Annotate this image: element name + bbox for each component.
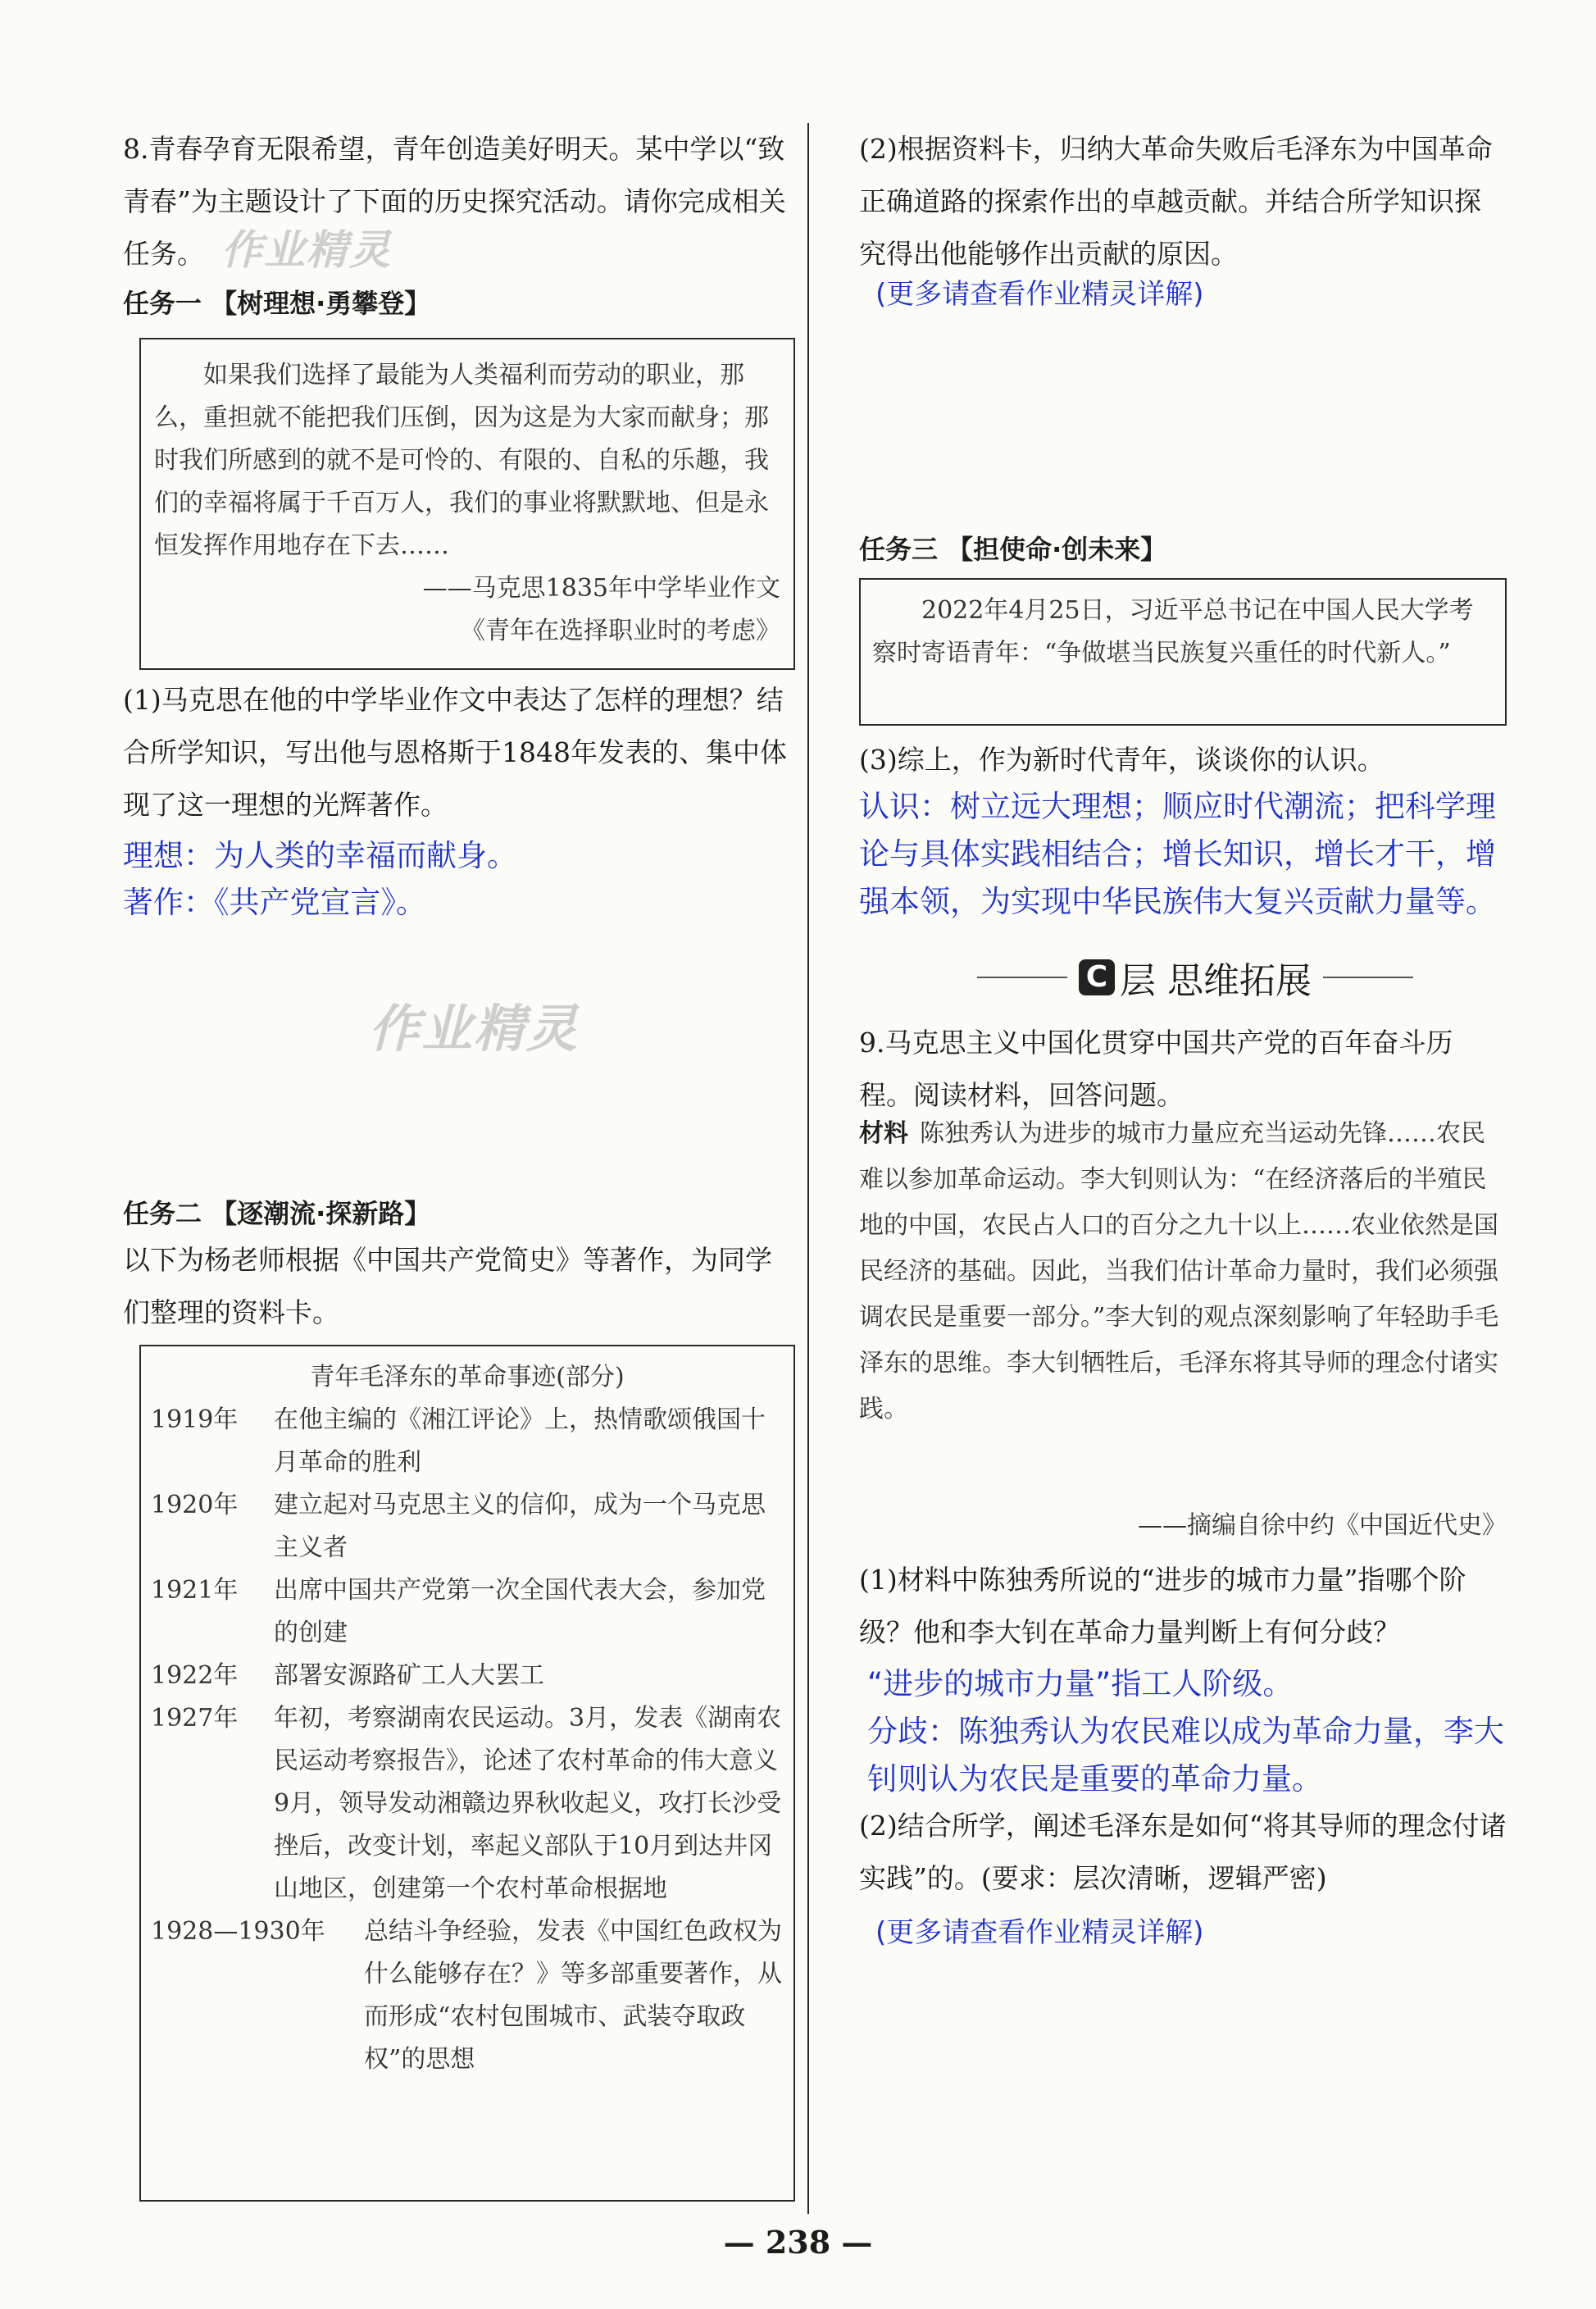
timeline-row — [151, 1569, 784, 1655]
task1-question: (1)马克思在他的中学毕业作文中表达了怎样的理想？结合所学知识，写出他与恩格斯于1848年发表的、集中体现了这一理想的光辉著作。 — [123, 684, 787, 821]
q9-question-2: (2)结合所学，阐述毛泽东是如何“将其导师的理念付诸实践”的。(要求：层次清晰，逻辑严密) — [859, 1810, 1507, 1894]
q8-stem: 8.青春孕育无限希望，青年创造美好明天。某中学以“致青春”为主题设计了下面的历史探究活动。请你完成相关任务。 — [123, 133, 786, 270]
timeline-row — [151, 1484, 784, 1569]
task1-title: 任务一 【树理想·勇攀登】 — [123, 288, 431, 319]
q9-answer-1b: 分歧：陈独秀认为农民难以成为革命力量，李大钊则认为农民是重要的革命力量。 — [867, 1714, 1504, 1797]
task2-intro: 以下为杨老师根据《中国共产党简史》等著作，为同学们整理的资料卡。 — [123, 1244, 772, 1328]
task3-quote: 2022年4月25日，习近平总书记在中国人民大学考察时寄语青年：“争做堪当民族复兴重任的时代新人。” — [872, 596, 1474, 667]
timeline-event: 出席中国共产党第一次全国代表大会，参加党的创建 — [274, 1576, 766, 1647]
material-text: 陈独秀认为进步的城市力量应充当运动先锋……农民难以参加革命运动。李大钊则认为：“在经济落后的半殖民地的中国，农民占人口的百分之九十以上……农业依然是国民经济的基础。因此，当我们估计革命力量时，我们必须强调农民是重要一部分。”李大钊的观点深刻影响了年轻助手毛泽东的思维。李大钊牺牲后，毛泽东将其导师的理念付诸实践。 — [859, 1119, 1499, 1423]
timeline-event: 9月，领导发动湘赣边界秋收起义，攻打长沙受挫后，改变计划，率起义部队于10月到达井冈山地区，创建第一个农村革命根据地 — [274, 1789, 782, 1903]
task3-title: 任务三 【担使命·创未来】 — [859, 534, 1167, 565]
task1-source-author: ——马克思1835年中学毕业作文 — [422, 574, 780, 603]
task3-quote-box — [859, 578, 1507, 726]
column-divider — [807, 123, 809, 2214]
task2-title: 任务二 【逐潮流·探新路】 — [123, 1198, 431, 1229]
q9-question-1: (1)材料中陈独秀所说的“进步的城市力量”指哪个阶级？他和李大钊在革命力量判断上有何分歧？ — [859, 1564, 1466, 1648]
q9-stem: 9.马克思主义中国化贯穿中国共产党的百年奋斗历程。阅读材料，回答问题。 — [859, 1027, 1453, 1111]
timeline-event: 在他主编的《湘江评论》上，热情歌颂俄国十月革命的胜利 — [274, 1405, 766, 1477]
timeline-row — [151, 1783, 784, 1911]
card-title: 青年毛泽东的革命事迹(部分) — [310, 1363, 625, 1391]
section-rule-right — [1323, 977, 1413, 978]
q9-material — [859, 1111, 1507, 1432]
task3-question: (3)综上，作为新时代青年，谈谈你的认识。 — [859, 744, 1385, 776]
task1-quote: 如果我们选择了最能为人类福利而劳动的职业，那么，重担就不能把我们压倒，因为这是为大家而献身；那时我们所感到的就不是可怜的、有限的、自私的乐趣，我们的幸福将属于千百万人，我们的事业将默默地、但是永恒发挥作用地存在下去…… — [154, 361, 769, 560]
section-c-label: 层 思维拓展 — [1120, 960, 1312, 1002]
level-c-badge: C — [1079, 959, 1115, 995]
q9-source: ——摘编自徐中约《中国近代史》 — [1138, 1511, 1507, 1540]
timeline-year: 1928—1930年 — [151, 1917, 325, 1946]
material-label: 材料 — [859, 1119, 908, 1148]
task1-source-title: 《青年在选择职业时的考虑》 — [461, 617, 780, 645]
task3-answer: 认识：树立远大理想；顺应时代潮流；把科学理论与具体实践相结合；增长知识，增长才干，增强本领，为实现中华民族伟大复兴贡献力量等。 — [859, 789, 1496, 919]
timeline-event: 年初，考察湖南农民运动。3月，发表《湖南农民运动考察报告》，论述了农村革命的伟大意义 — [274, 1704, 782, 1775]
timeline-year: 1922年 — [151, 1661, 239, 1690]
timeline-year: 1927年 — [151, 1704, 239, 1733]
watermark-top: 作业精灵 — [221, 226, 392, 274]
timeline-row — [151, 1697, 784, 1783]
section-c-header — [966, 951, 1425, 1004]
timeline-row — [151, 1399, 784, 1484]
task1-answer-work: 著作：《共产党宣言》。 — [123, 885, 426, 920]
task2-answer: (更多请查看作业精灵详解) — [875, 278, 1204, 311]
timeline-row — [151, 1911, 784, 2081]
timeline-event: 部署安源路矿工人大罢工 — [274, 1661, 544, 1690]
task2-question: (2)根据资料卡，归纳大革命失败后毛泽东为中国革命正确道路的探索作出的卓越贡献。并结合所学知识探究得出他能够作出贡献的原因。 — [859, 133, 1493, 270]
timeline-year — [151, 1783, 274, 1911]
watermark-middle: 作业精灵 — [369, 999, 580, 1059]
timeline-year: 1921年 — [151, 1576, 239, 1605]
timeline-event: 建立起对马克思主义的信仰，成为一个马克思主义者 — [274, 1491, 766, 1562]
q9-answer-1a: “进步的城市力量”指工人阶级。 — [867, 1666, 1294, 1701]
timeline-event: 总结斗争经验，发表《中国红色政权为什么能够存在？》等多部重要著作，从而形成“农村包围城市、武装夺取政权”的思想 — [364, 1917, 782, 2074]
resource-card — [139, 1345, 795, 2202]
page-number: — 238 — — [723, 2224, 873, 2261]
timeline-year: 1920年 — [151, 1491, 239, 1519]
task1-quote-box — [139, 338, 795, 670]
timeline-row — [151, 1655, 784, 1697]
q9-answer-2: (更多请查看作业精灵详解) — [875, 1916, 1204, 1949]
task1-answer-ideal: 理想：为人类的幸福而献身。 — [123, 838, 517, 873]
timeline-year: 1919年 — [151, 1405, 239, 1434]
section-rule-left — [977, 977, 1067, 978]
